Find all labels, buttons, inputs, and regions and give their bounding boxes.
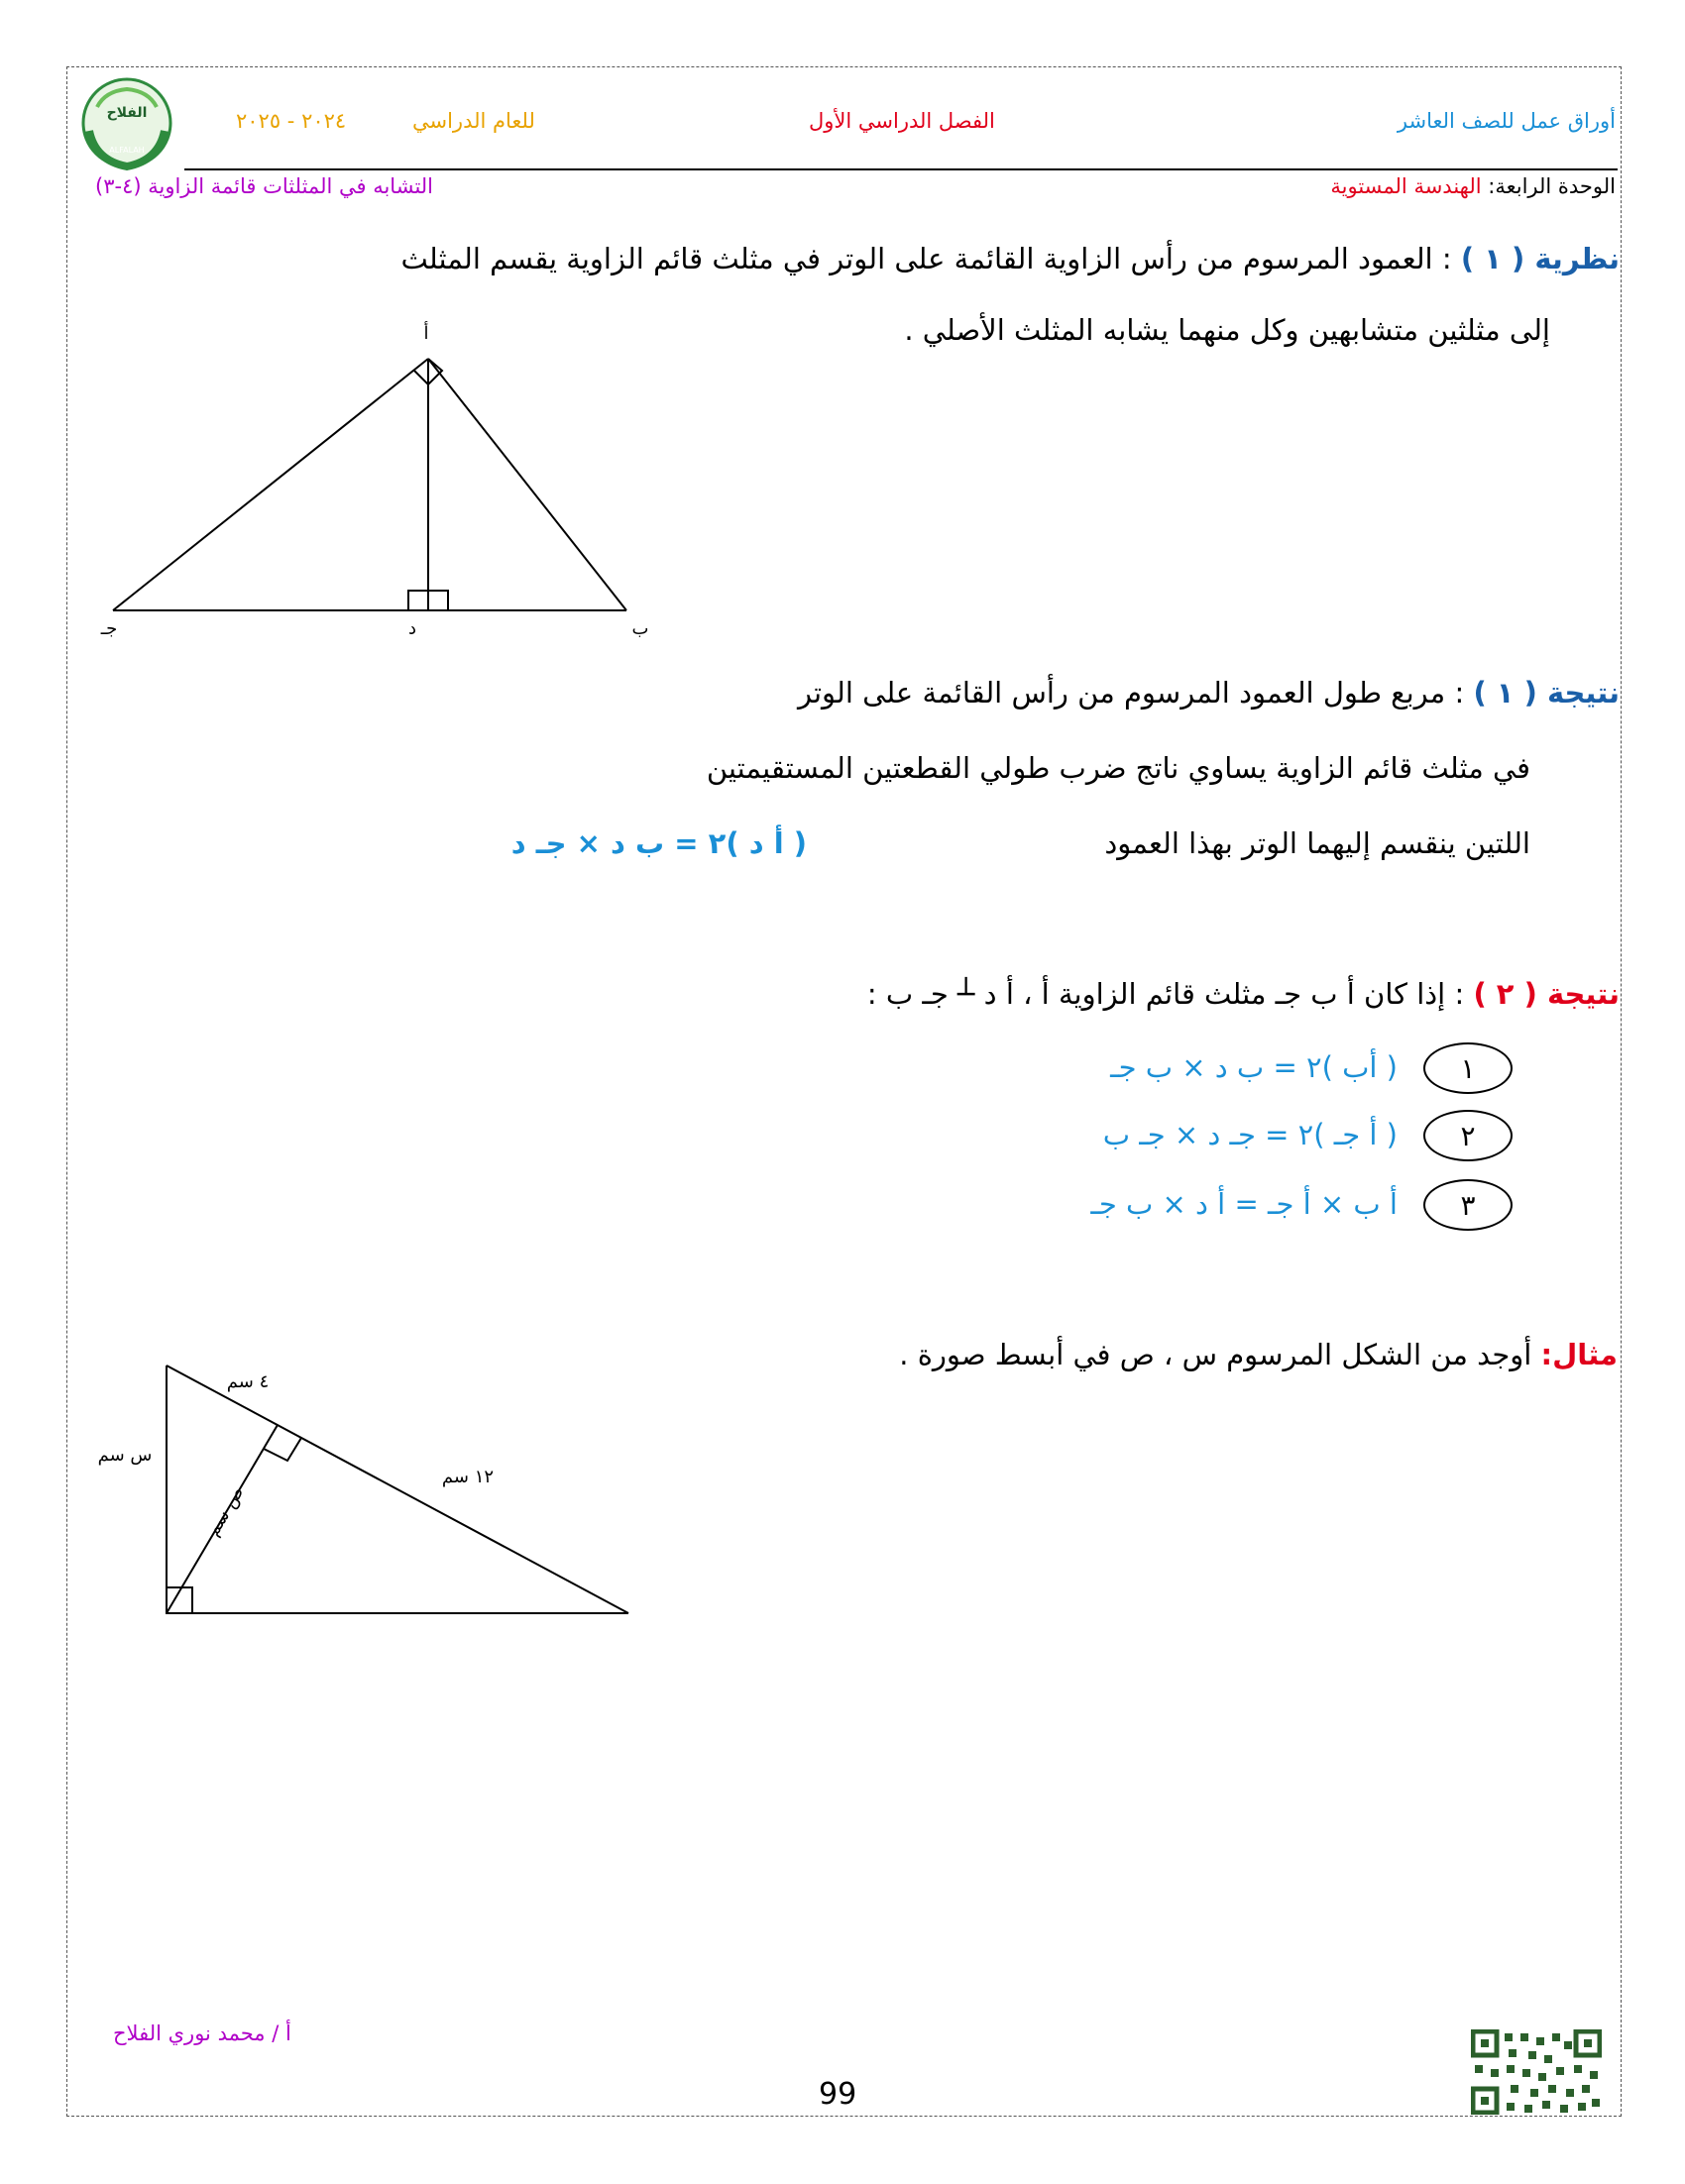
- item1-formula: ( أب )٢ = ب د × ب جـ: [1110, 1050, 1398, 1084]
- logo-sub: ALFALAH: [109, 146, 145, 155]
- result1-line3: اللتين ينقسم إليهما الوتر بهذا العمود: [1104, 826, 1530, 860]
- label-top-segment: ٤ سم: [226, 1371, 270, 1392]
- theorem-label: نظرية ( ١ ): [1460, 242, 1620, 275]
- unit-label: الوحدة الرابعة:: [1488, 174, 1616, 198]
- figure1-triangle: [89, 307, 684, 644]
- theorem-text1: : العمود المرسوم من رأس الزاوية القائمة على الوتر في مثلث قائم الزاوية يقسم المثلث: [400, 242, 1452, 275]
- result1-line1: [798, 676, 1620, 710]
- result1-line2: في مثلث قائم الزاوية يساوي ناتج ضرب طولي القطعتين المستقيمتين: [706, 751, 1530, 785]
- example-row: [899, 1338, 1618, 1371]
- theorem-line2: إلى مثلثين متشابهين وكل منهما يشابه المثلث الأصلي .: [904, 313, 1550, 347]
- item1-number: ١: [1423, 1042, 1513, 1094]
- figure2-triangle: [79, 1348, 654, 1635]
- right-angle-foot: [264, 1438, 301, 1461]
- vertex-j: جـ: [100, 618, 118, 639]
- logo-text: الفلاح: [106, 105, 148, 121]
- item2-formula: ( أ جـ )٢ = جـ د × جـ ب: [1102, 1118, 1398, 1151]
- item2-number: ٢: [1423, 1110, 1513, 1161]
- year-value: ٢٠٢٤ - ٢٠٢٥: [236, 109, 347, 133]
- vertex-a: أ: [423, 323, 429, 344]
- result2-intro: : إذا كان أ ب جـ مثلث قائم الزاوية أ ، أ د ┴ جـ ب :: [866, 977, 1465, 1011]
- worksheet-title: أوراق عمل للصف العاشر: [1397, 109, 1616, 133]
- result1-text1: : مربع طول العمود المرسوم من رأس القائمة على الوتر: [797, 676, 1465, 710]
- unit-row: [1330, 174, 1616, 198]
- label-altitude: ص سم: [202, 1482, 249, 1540]
- result2-label: نتيجة ( ٢ ): [1473, 977, 1620, 1011]
- theorem-line1: [400, 242, 1620, 275]
- result2-intro-row: [867, 977, 1620, 1011]
- example-text: أوجد من الشكل المرسوم س ، ص في أبسط صورة .: [899, 1338, 1532, 1371]
- page-number: 99: [819, 2077, 857, 2112]
- item3-number: ٣: [1423, 1179, 1513, 1231]
- header-rule: [184, 168, 1618, 170]
- label-left-side: س سم: [97, 1445, 153, 1466]
- result1-label: نتيجة ( ١ ): [1473, 676, 1620, 710]
- year-label: للعام الدراسي: [412, 109, 535, 133]
- example-label: مثال:: [1540, 1338, 1618, 1371]
- vertex-d: د: [407, 618, 417, 639]
- author: أ / محمد نوري الفلاح: [113, 2021, 291, 2045]
- item3-formula: أ ب × أ جـ = أ د × ب جـ: [1090, 1187, 1398, 1221]
- label-long-segment: ١٢ سم: [441, 1467, 495, 1487]
- school-logo: [75, 73, 178, 176]
- result1-formula: ( أ د )٢ = ب د × جـ د: [510, 826, 807, 860]
- side-ab: [428, 359, 626, 610]
- qr-code: [1471, 2029, 1602, 2115]
- lesson-title: التشابه في المثلثات قائمة الزاوية (٤-٣): [95, 174, 434, 198]
- side-ja: [113, 359, 428, 610]
- semester-label: الفصل الدراسي الأول: [809, 109, 995, 133]
- vertex-b: ب: [631, 618, 649, 639]
- unit-name: الهندسة المستوية: [1330, 174, 1482, 198]
